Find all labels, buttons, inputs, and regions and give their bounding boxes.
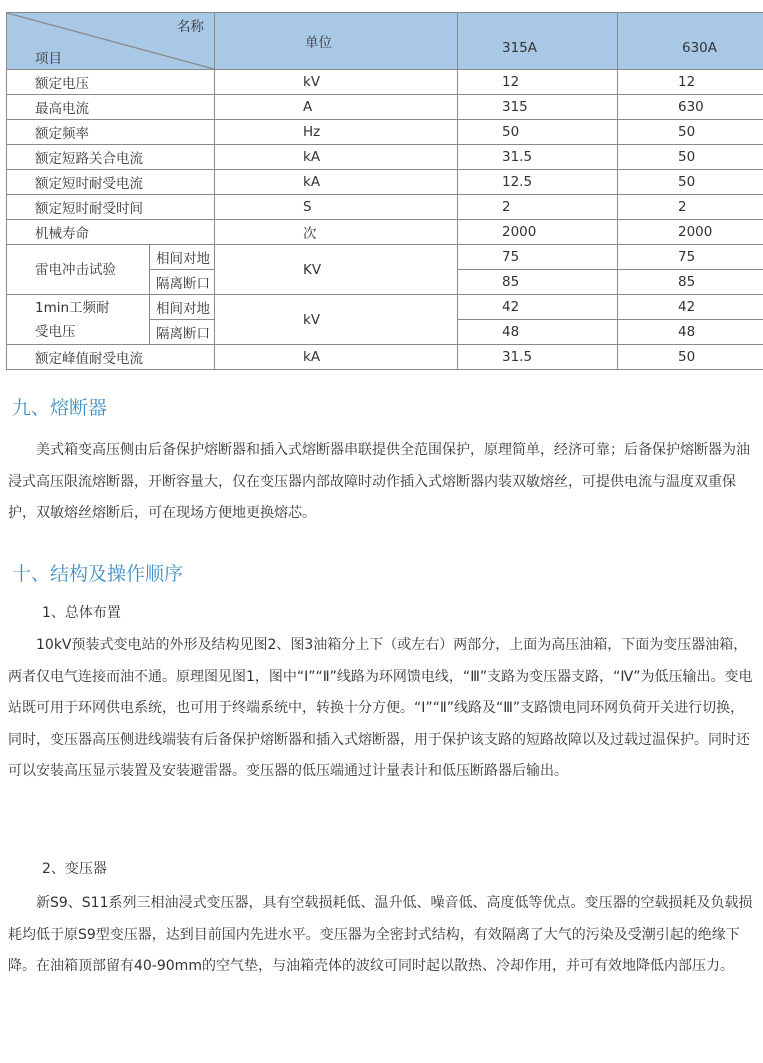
table-row	[7, 345, 763, 370]
row-unit: kA	[215, 345, 458, 370]
power-frequency-name-line1: 1min工频耐	[35, 299, 110, 316]
row-unit: kA	[215, 145, 458, 170]
subheading-transformer: 2、变压器	[42, 861, 107, 877]
row-value-315a: 75	[458, 245, 618, 270]
row-value-315a: 48	[458, 320, 618, 345]
row-unit: 次	[215, 220, 458, 245]
row-value-315a: 50	[458, 120, 618, 145]
row-value-315a: 12.5	[458, 170, 618, 195]
row-value-315a: 31.5	[458, 345, 618, 370]
row-value-315a: 2	[458, 195, 618, 220]
col2-header: 630A	[618, 13, 763, 70]
row-name: 额定短时耐受电流	[7, 170, 215, 195]
row-value-315a: 42	[458, 295, 618, 320]
corner-header-cell	[7, 13, 215, 70]
table-row	[7, 145, 763, 170]
row-value-630a: 50	[618, 120, 763, 145]
corner-top-label: 名称	[177, 19, 204, 35]
subheading-layout: 1、总体布置	[42, 605, 121, 621]
row-name: 额定短时耐受时间	[7, 195, 215, 220]
spec-table	[6, 12, 763, 370]
row-value-315a: 2000	[458, 220, 618, 245]
power-frequency-name-line2: 受电压	[35, 323, 76, 340]
row-value-630a: 12	[618, 70, 763, 95]
sub-item-isolating-break: 隔离断口	[150, 320, 215, 345]
layout-paragraph: 10kV预装式变电站的外形及结构见图2、图3油箱分上下（或左右）两部分，上面为高压油箱，下面为变压器油箱，两者仅电气连接而油不通。原理图见图1，图中“Ⅰ”“Ⅱ”线路为环网馈电线，“Ⅲ”支路为变压器支路，“Ⅳ”为低压输出。变电站既可用于环网供电系统，也可用于终端系统中，转换十分方便。“Ⅰ”“Ⅱ”线路及“Ⅲ”支路馈电同环网负荷开关进行切换，同时，变压器高压侧进线端装有后备保护熔断器和插入式熔断器，用于保护该支路的短路故障以及过载过温保护。同时还可以安装高压显示装置及安装避雷器。变压器的低压端通过计量表计和低压断路器后输出。	[8, 637, 753, 779]
row-value-630a: 50	[618, 345, 763, 370]
row-name: 额定峰值耐受电流	[7, 345, 215, 370]
unit-header: 单位	[215, 13, 458, 70]
row-value-315a: 12	[458, 70, 618, 95]
table-row	[7, 70, 763, 95]
row-value-630a: 50	[618, 170, 763, 195]
row-value-630a: 50	[618, 145, 763, 170]
table-row	[7, 245, 763, 270]
row-name: 最高电流	[7, 95, 215, 120]
sub-item-phase-to-ground: 相间对地	[150, 245, 215, 270]
row-unit: KV	[215, 245, 458, 295]
row-value-630a: 85	[618, 270, 763, 295]
row-value-630a: 630	[618, 95, 763, 120]
row-name: 额定电压	[7, 70, 215, 95]
col1-header: 315A	[458, 13, 618, 70]
table-row	[7, 295, 763, 320]
sub-item-phase-to-ground: 相间对地	[150, 295, 215, 320]
row-name: 机械寿命	[7, 220, 215, 245]
row-unit: kV	[215, 70, 458, 95]
row-unit: Hz	[215, 120, 458, 145]
table-row	[7, 220, 763, 245]
row-value-630a: 2	[618, 195, 763, 220]
table-row	[7, 170, 763, 195]
row-unit: A	[215, 95, 458, 120]
corner-bottom-label: 项目	[35, 51, 62, 67]
fuse-paragraph: 美式箱变高压侧由后备保护熔断器和插入式熔断器串联提供全范围保护，原理简单，经济可靠；后备保护熔断器为油浸式高压限流熔断器，开断容量大，仅在变压器内部故障时动作插入式熔断器内装双敏熔丝，可提供电流与温度双重保护，双敏熔丝熔断后，可在现场方便地更换熔芯。	[8, 442, 750, 521]
table-row	[7, 195, 763, 220]
section-title-structure: 十、结构及操作顺序	[12, 563, 184, 585]
section-title-fuse: 九、熔断器	[12, 397, 108, 419]
row-value-315a: 31.5	[458, 145, 618, 170]
row-unit: S	[215, 195, 458, 220]
row-value-630a: 48	[618, 320, 763, 345]
row-value-315a: 315	[458, 95, 618, 120]
row-name: 额定频率	[7, 120, 215, 145]
row-value-630a: 42	[618, 295, 763, 320]
transformer-paragraph: 新S9、S11系列三相油浸式变压器，具有空载损耗低、温升低、噪音低、高度低等优点。变压器的空载损耗及负载损耗均低于原S9型变压器，达到目前国内先进水平。变压器为全密封式结构，有效隔离了大气的污染及受潮引起的绝缘下降。在油箱顶部留有40-90mm的空气垫，与油箱壳体的波纹可同时起以散热、冷却作用，并可有效地降低内部压力。	[8, 895, 753, 974]
power-frequency-test-name	[7, 295, 150, 345]
lightning-test-name: 雷电冲击试验	[7, 245, 150, 295]
row-value-630a: 2000	[618, 220, 763, 245]
table-row	[7, 95, 763, 120]
row-value-630a: 75	[618, 245, 763, 270]
row-value-315a: 85	[458, 270, 618, 295]
row-name: 额定短路关合电流	[7, 145, 215, 170]
row-unit: kV	[215, 295, 458, 345]
table-header-row	[7, 13, 763, 70]
table-row	[7, 120, 763, 145]
sub-item-isolating-break: 隔离断口	[150, 270, 215, 295]
row-unit: kA	[215, 170, 458, 195]
